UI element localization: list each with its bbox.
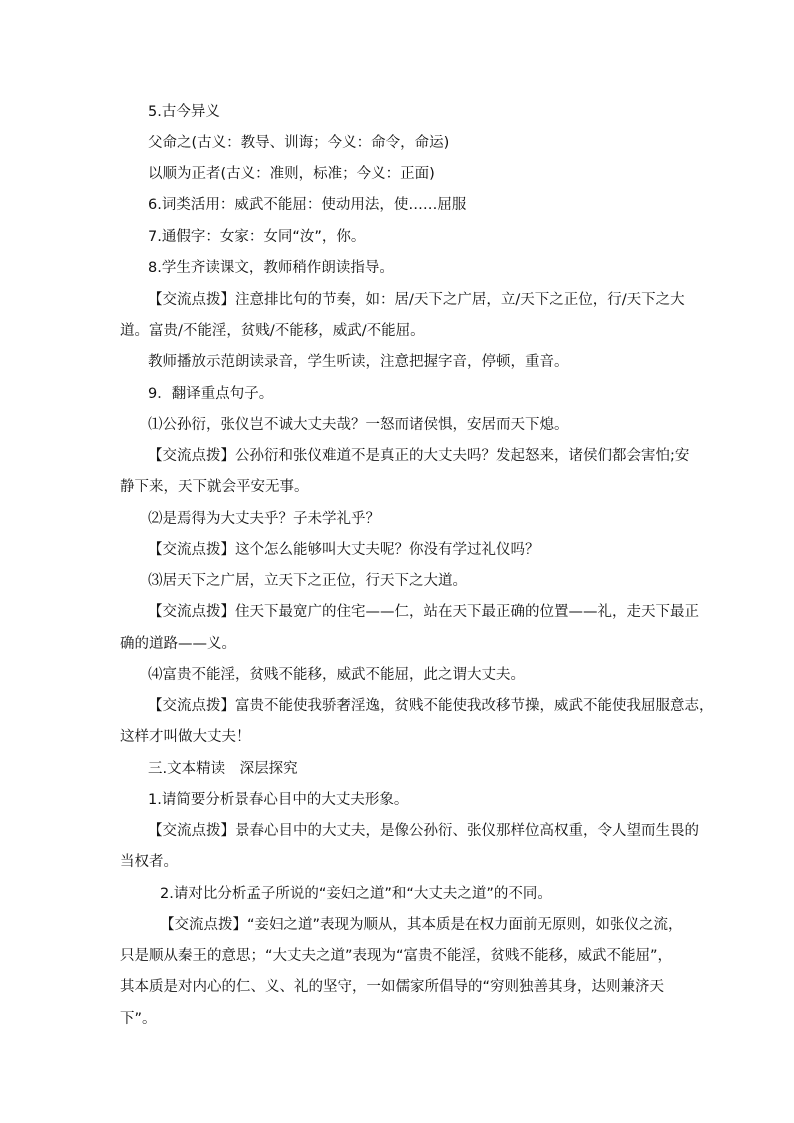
text-line: 这样才叫做大丈夫！ — [120, 729, 251, 745]
text-line: 7.通假字：女家：女同“汝”，你。 — [148, 229, 366, 245]
text-line: 道。富贵/不能淫，贫贱/不能移，威武/不能屈。 — [120, 323, 425, 339]
text-line: 只是顺从秦王的意思；“大丈夫之道”表现为“富贵不能淫，贫贱不能移，威武不能屈”， — [120, 948, 673, 964]
text-line: 【交流点拨】注意排比句的节奏，如：居/天下之广居，立/天下之正位，行/天下之大 — [148, 292, 685, 308]
text-line: 【交流点拨】住天下最宽广的住宅——仁，站在天下最正确的位置——礼，走天下最正 — [148, 604, 699, 620]
text-line: 其本质是对内心的仁、义、礼的坚守，一如儒家所倡导的“穷则独善其身，达则兼济天 — [120, 979, 665, 995]
text-line: 【交流点拨】景春心目中的大丈夫，是像公孙衍、张仪那样位高权重，令人望而生畏的 — [148, 823, 699, 839]
text-line: ⑷富贵不能淫，贫贱不能移，威武不能屈，此之谓大丈夫。 — [148, 667, 525, 683]
text-line: ⑶居天下之广居，立天下之正位，行天下之大道。 — [148, 573, 467, 589]
text-line: 6.词类活用：威武不能屈：使动用法，使……屈服 — [148, 197, 467, 213]
text-line: 5.古今异义 — [148, 104, 220, 120]
text-line: 【交流点拨】“妾妇之道”表现为顺从，其本质是在权力面前无原则，如张仪之流， — [160, 917, 683, 933]
text-line: 【交流点拨】这个怎么能够叫大丈夫呢？你没有学过礼仪吗？ — [148, 542, 540, 558]
text-line: 确的道路——义。 — [120, 636, 236, 652]
text-line: 以顺为正者(古义：准则，标准；今义：正面) — [148, 166, 435, 182]
text-line: 9．翻译重点句子。 — [148, 386, 274, 402]
text-line: 【交流点拨】公孙衍和张仪难道不是真正的大丈夫吗？发起怒来，诸侯们都会害怕;安 — [148, 448, 690, 464]
text-line: 8.学生齐读课文，教师稍作朗读指导。 — [148, 260, 394, 276]
section-heading: 三.文本精读 深层探究 — [148, 761, 298, 777]
text-line: 2.请对比分析孟子所说的“妾妇之道”和“大丈夫之道”的不同。 — [160, 886, 552, 902]
text-line: 父命之(古义：教导、训诲；今义：命令，命运) — [148, 135, 450, 151]
text-line: ⑴公孙衍，张仪岂不诚大丈夫哉？一怒而诸侯惧，安居而天下熄。 — [148, 417, 569, 433]
text-line: 当权者。 — [120, 854, 178, 870]
text-line: 下”。 — [120, 1011, 157, 1027]
text-line: 教师播放示范朗读录音，学生听读，注意把握字音，停顿，重音。 — [148, 354, 569, 370]
text-line: ⑵是焉得为大丈夫乎？子未学礼乎？ — [148, 511, 380, 527]
text-line: 1.请简要分析景春心目中的大丈夫形象。 — [148, 792, 409, 808]
text-line: 【交流点拨】富贵不能使我骄奢淫逸，贫贱不能使我改移节操，威武不能使我屈服意志， — [148, 698, 714, 714]
text-line: 静下来，天下就会平安无事。 — [120, 479, 309, 495]
